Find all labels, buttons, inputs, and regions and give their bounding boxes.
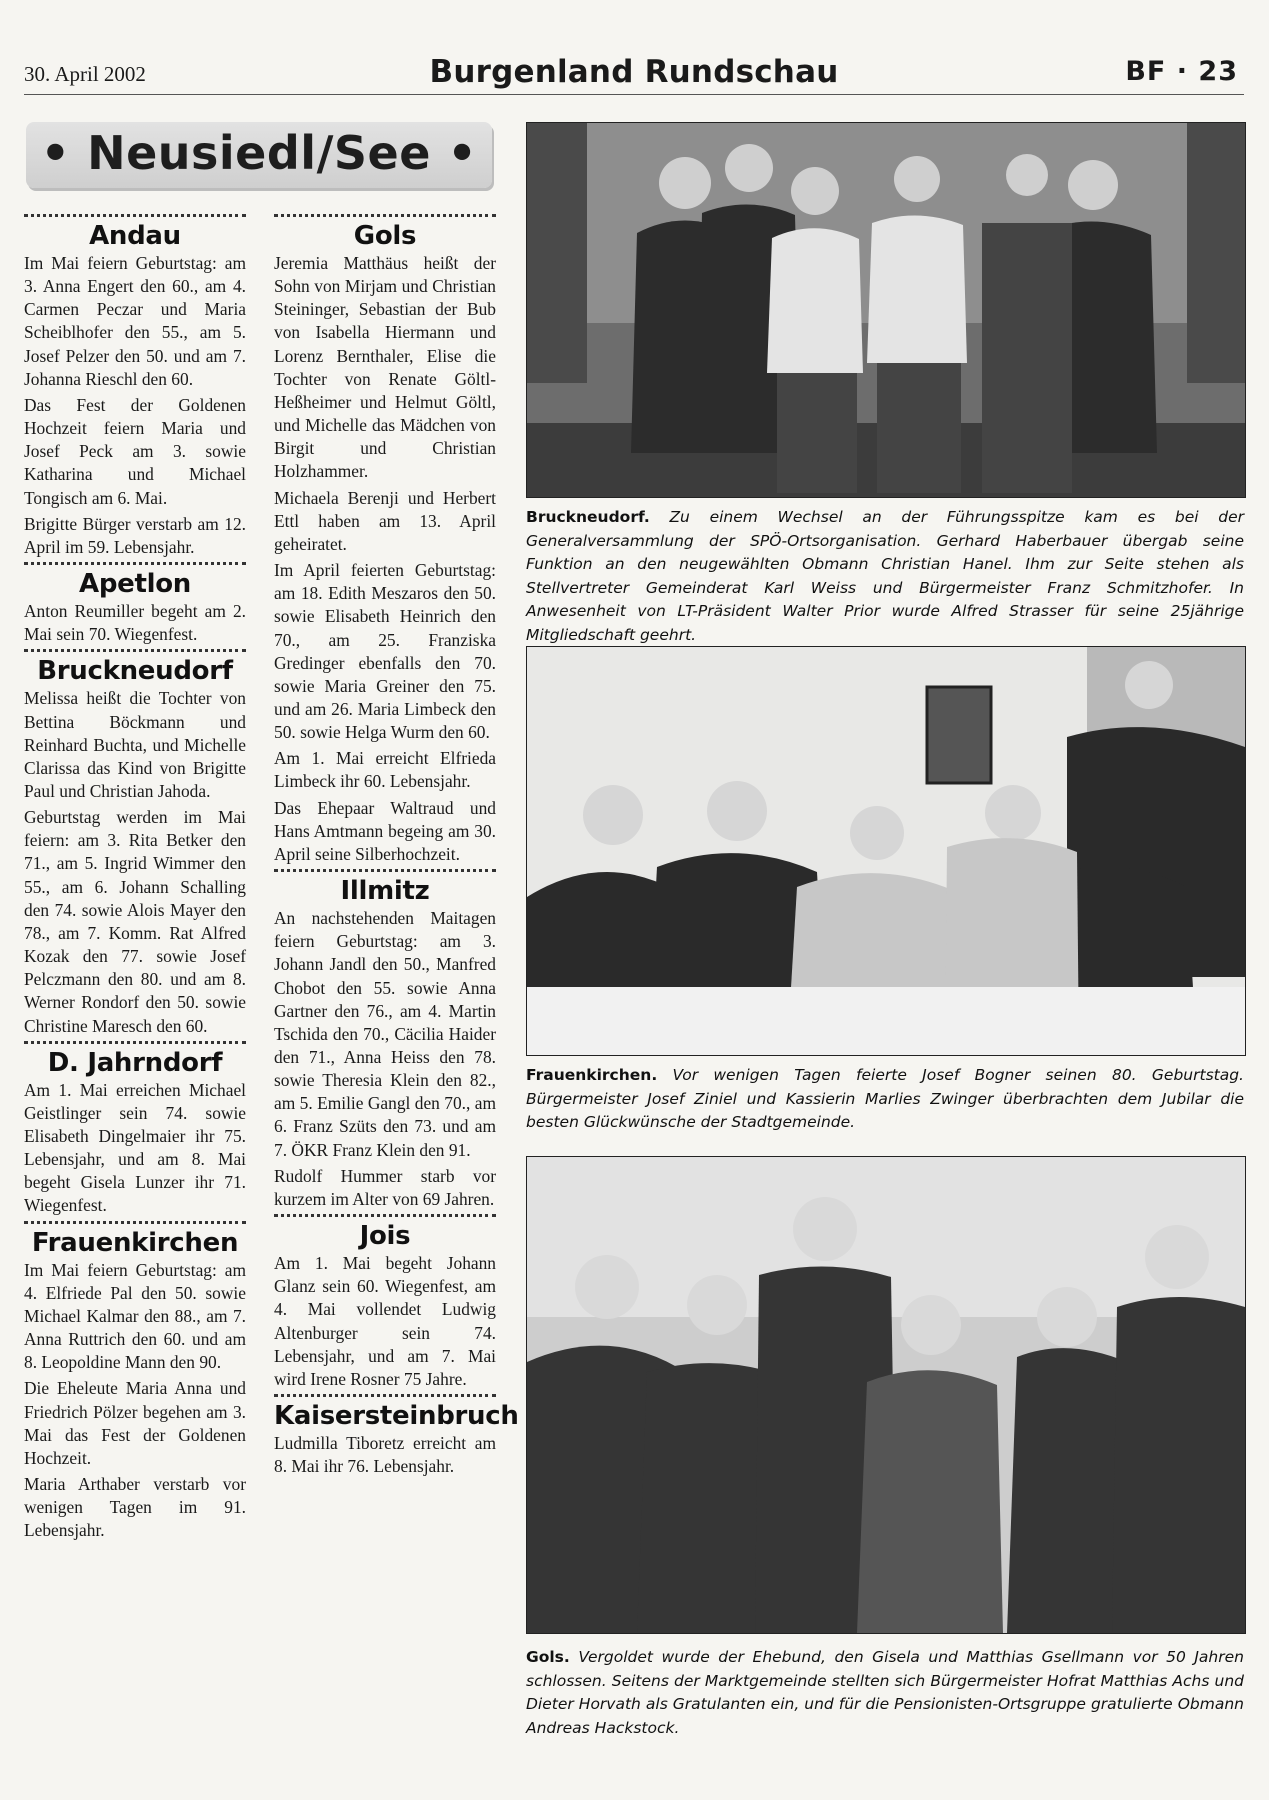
article-paragraph: Anton Reumiller begeht am 2. Mai sein 70. Wiegenfest. <box>24 601 246 645</box>
dotted-divider <box>274 1214 496 1217</box>
article-andau <box>24 214 246 559</box>
text-column-middle <box>274 214 519 1481</box>
article-kaisersteinbruch <box>274 1394 519 1478</box>
issue-date: 30. April 2002 <box>24 62 146 86</box>
dotted-divider <box>24 562 246 565</box>
article-paragraph: Das Fest der Goldenen Hochzeit feiern Maria und Josef Peck am 3. sowie Katharina und Michael Tongisch am 6. Mai. <box>24 394 246 508</box>
dotted-divider <box>24 1221 246 1224</box>
article-paragraph: Am 1. Mai erreichen Michael Geistlinger sein 74. sowie Elisabeth Dingelmaier ihr 75. Lebensjahr, und am 8. Mai begeht Gisela Lunzer ihr 71. Wiegenfest. <box>24 1079 246 1216</box>
text-column-left <box>24 214 246 1546</box>
caption-text: Vor wenigen Tagen feierte Josef Bogner seinen 80. Geburtstag. Bürgermeister Josef Ziniel und Kassierin Marlies Zwinger überbrachten dem Jubilar die besten Glückwünsche der Stadtgemeinde. <box>526 1066 1244 1131</box>
article-paragraph: Im Mai feiern Geburtstag: am 3. Anna Engert den 60., am 4. Carmen Peczar und Maria Scheiblhofer den 55., am 5. Josef Pelzer den 50. und am 7. Johanna Rieschl den 60. <box>24 253 246 389</box>
article-title: Gols <box>353 221 417 251</box>
article-paragraph: Geburtstag werden im Mai feiern: am 3. Rita Betker den 71., am 5. Ingrid Wimmer den 55., am 6. Johann Schalling den 74. sowie Alois Mayer den 78., am 7. Komm. Rat Alfred Kozak den 77. sowie Josef Pelczmann den 80. und am 8. Werner Rondorf den 50. sowie Christine Maresch den 60. <box>24 807 246 1036</box>
page-label: BF · 23 <box>1125 56 1238 87</box>
article-title: Illmitz <box>340 876 430 907</box>
caption-text: Zu einem Wechsel an der Führungsspitze kam es bei der Generalversammlung der SPÖ-Ortsorganisation. Gerhard Haberbauer übergab seine Funktion an den neugewählten Obmann Christian Hanel. Ihm zur Seite stehen als Stellvertreter Gemeinderat Karl Weiss und Bürgermeister Franz Schmitzhofer. In Anwesenheit von LT-Präsident Walter Prior wurde Alfred Strasser für seine 25jährige Mitgliedschaft geehrt. <box>526 508 1244 644</box>
caption-place: Gols. <box>526 1648 570 1666</box>
article-paragraph: Die Eheleute Maria Anna und Friedrich Pölzer begehen am 3. Mai das Fest der Goldenen Hochzeit. <box>24 1378 246 1468</box>
dotted-divider <box>274 214 496 217</box>
article-title: Jois <box>359 1221 411 1252</box>
article-paragraph: Melissa heißt die Tochter von Bettina Böckmann und Reinhard Buchta, und Michelle Clarissa das Kind von Brigitte Paul und Christian Jahoda. <box>24 688 246 801</box>
article-paragraph: Ludmilla Tiboretz erreicht am 8. Mai ihr 76. Lebensjahr. <box>274 1433 496 1477</box>
article-title: Frauenkirchen <box>31 1227 239 1258</box>
article-title: Andau <box>89 221 181 251</box>
article-paragraph: Brigitte Bürger verstarb am 12. April im 59. Lebensjahr. <box>24 513 246 557</box>
photo-bruckneudorf <box>526 122 1246 498</box>
newspaper-title: Burgenland Rundschau <box>429 54 839 90</box>
article-title: Apetlon <box>79 569 191 600</box>
caption-bruckneudorf <box>526 506 1244 647</box>
article-paragraph: An nachstehenden Maitagen feiern Geburtstag: am 3. Johann Jandl den 50., Manfred Chobot den 55. sowie Anna Gartner den 76., am 4. Martin Tschida den 70., Cäcilia Haider den 71., Anna Heiss den 78. sowie Theresia Klein den 82., am 5. Emilie Gangl den 70., am 6. Franz Szüts den 73. und am 7. ÖKR Franz Klein den 91. <box>274 908 496 1160</box>
photo-frauenkirchen <box>526 646 1246 1056</box>
article-paragraph: Am 1. Mai erreicht Elfrieda Limbeck ihr 60. Lebensjahr. <box>274 748 496 792</box>
article-title: Bruckneudorf <box>37 656 233 687</box>
article-paragraph: Michaela Berenji und Herbert Ettl haben am 13. April geheiratet. <box>274 487 496 554</box>
article-djahrndorf <box>24 1041 246 1218</box>
article-gols <box>274 214 496 866</box>
article-paragraph: Das Ehepaar Waltraud und Hans Amtmann begeing am 30. April seine Silberhochzeit. <box>274 797 496 864</box>
article-jois <box>274 1214 496 1391</box>
article-bruckneudorf <box>24 649 246 1037</box>
article-paragraph: Im April feierten Geburtstag: am 18. Edith Meszaros den 50. sowie Elisabeth Heinrich den 70., am 25. Franziska Gredinger ebenfalls den 70. sowie Maria Greiner den 75. und am 26. Maria Limbeck den 50. sowie Helga Wurm den 60. <box>274 560 496 743</box>
article-paragraph: Rudolf Hummer starb vor kurzem im Alter von 69 Jahren. <box>274 1165 496 1209</box>
dotted-divider <box>274 1394 496 1397</box>
article-paragraph: Im Mai feiern Geburtstag: am 4. Elfriede Pal den 50. sowie Michael Kalmar den 88., am 7. Anna Ruttrich den 60. und am 8. Leopoldine Mann den 90. <box>24 1259 246 1373</box>
caption-place: Frauenkirchen. <box>526 1066 658 1084</box>
caption-frauenkirchen <box>526 1064 1244 1135</box>
page-header <box>24 50 1244 95</box>
article-title: D. Jahrndorf <box>47 1047 223 1078</box>
article-title: Kaisersteinbruch <box>274 1401 519 1432</box>
article-paragraph: Maria Arthaber verstarb vor wenigen Tagen im 91. Lebensjahr. <box>24 1474 246 1541</box>
dotted-divider <box>274 869 496 872</box>
article-frauenkirchen <box>24 1221 246 1543</box>
caption-gols <box>526 1646 1244 1740</box>
caption-text: Vergoldet wurde der Ehebund, den Gisela und Matthias Gsellmann vor 50 Jahren schlossen. Seitens der Marktgemeinde stellten sich Bürgermeister Hofrat Matthias Achs und Dieter Horvath als Gratulanten ein, und für die Pensionisten-Ortsgruppe gratulierte Obmann Andreas Hackstock. <box>526 1648 1244 1737</box>
dotted-divider <box>24 214 246 217</box>
section-banner <box>26 122 492 188</box>
article-paragraph: Jeremia Matthäus heißt der Sohn von Mirjam und Christian Steininger, Sebastian der Bub von Isabella Hiermann und Lorenz Bernthaler, Elise die Tochter von Renate Göltl-Heßheimer und Helmut Göltl, und Michelle das Mädchen von Birgit und Christian Holzhammer. <box>274 253 496 482</box>
dotted-divider <box>24 1041 246 1044</box>
dotted-divider <box>24 649 246 652</box>
article-illmitz <box>274 869 496 1211</box>
article-paragraph: Am 1. Mai begeht Johann Glanz sein 60. Wiegenfest, am 4. Mai vollendet Ludwig Altenburger sein 74. Lebensjahr, und am 7. Mai wird Irene Rosner 75 Jahre. <box>274 1253 496 1389</box>
section-title: • Neusiedl/See • <box>40 126 478 180</box>
caption-place: Bruckneudorf. <box>526 508 650 526</box>
article-apetlon <box>24 562 246 646</box>
photo-gols <box>526 1156 1246 1634</box>
